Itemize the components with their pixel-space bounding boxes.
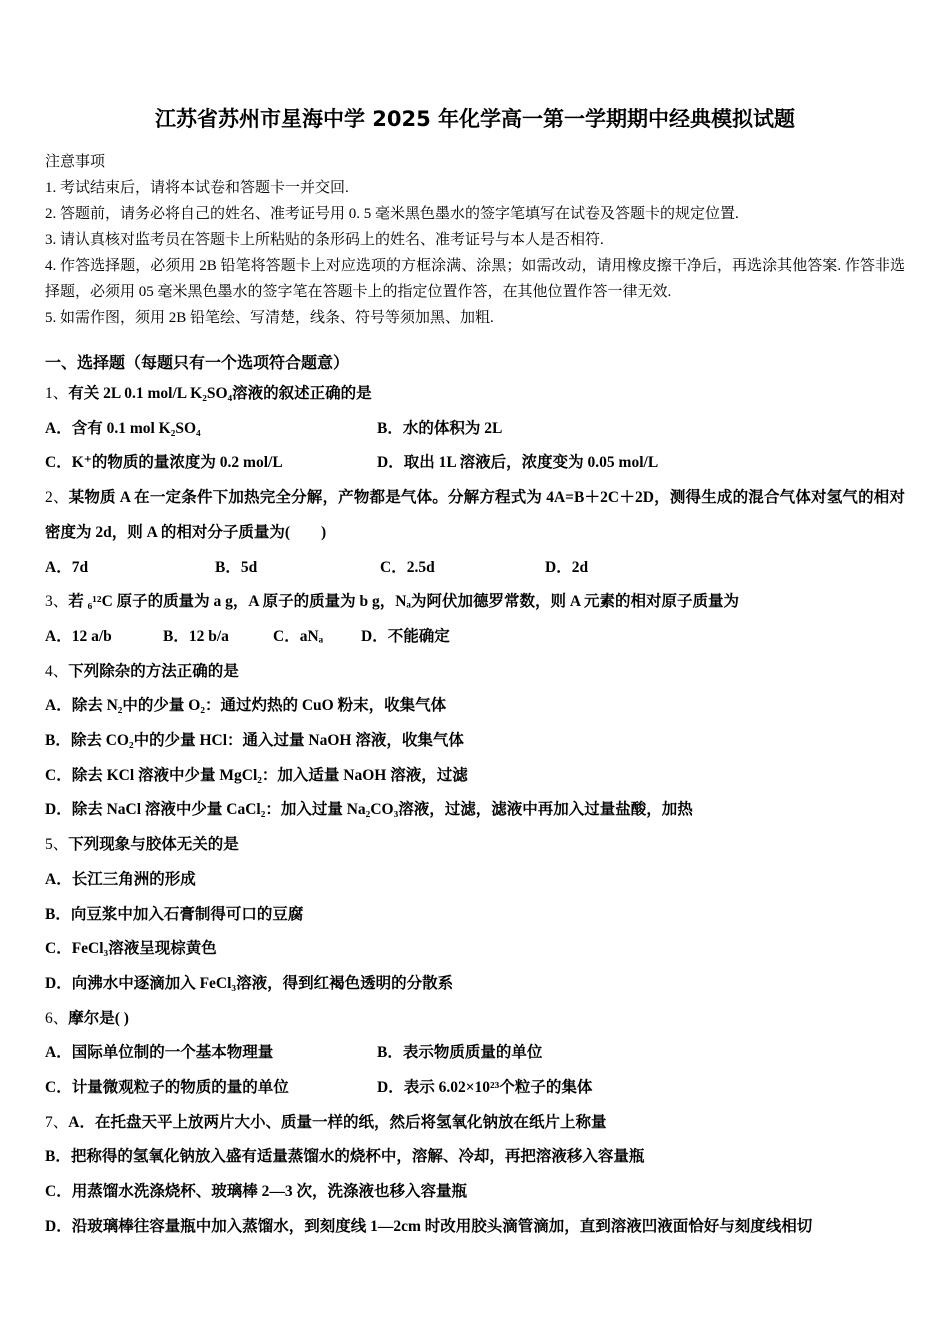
question-4-option-b: B．除去 CO₂中的少量 HCl：通入过量 NaOH 溶液，收集气体	[45, 732, 464, 750]
question-7-option-c: C．用蒸馏水洗涤烧杯、玻璃棒 2—3 次，洗涤液也移入容量瓶	[45, 1183, 467, 1201]
notice-item-5: 5. 如需作图，须用 2B 铅笔绘、写清楚，线条、符号等须加黑、加粗.	[45, 310, 494, 326]
question-6	[45, 1002, 905, 1106]
question-4-option-a: A．除去 N₂中的少量 O₂：通过灼热的 CuO 粉末，收集气体	[45, 697, 447, 715]
question-4-option-c: C．除去 KCl 溶液中少量 MgCl₂：加入适量 NaOH 溶液，过滤	[45, 766, 468, 784]
question-6-options-row-ab	[45, 1036, 905, 1071]
notice-heading: 注意事项	[45, 154, 106, 170]
question-5-option-d: D．向沸水中逐滴加入 FeCl₃溶液，得到红褐色透明的分散系	[45, 974, 454, 992]
question-5-stem-text: 下列现象与胶体无关的是	[68, 836, 239, 854]
question-list	[45, 377, 905, 1245]
question-5-number: 5、	[45, 836, 69, 854]
question-1-number: 1、	[45, 385, 69, 402]
question-6-number: 6、	[45, 1009, 69, 1027]
question-1-option-c: C．K⁺的物质的量浓度为 0.2 mol/L	[45, 454, 283, 472]
question-6-stem	[45, 1002, 905, 1037]
notice-item-3: 3. 请认真核对监考员在答题卡上所粘贴的条形码上的姓名、准考证号与本人是否相符.	[45, 232, 604, 248]
question-7-line-a	[45, 1106, 905, 1141]
question-5-option-b: B．向豆浆中加入石膏制得可口的豆腐	[45, 905, 304, 923]
question-1-options-row-ab	[45, 412, 905, 447]
question-3-stem	[45, 585, 905, 620]
question-2-option-a: A．7d	[45, 558, 89, 576]
question-3-options-row	[45, 620, 905, 655]
question-6-option-a: A．国际单位制的一个基本物理量	[45, 1044, 274, 1062]
question-6-options-row-cd	[45, 1071, 905, 1106]
notice-item-4: 4. 作答选择题，必须用 2B 铅笔将答题卡上对应选项的方框涂满、涂黑；如需改动，请用橡皮擦干净后，再选涂其他答案. 作答非选择题，必须用 05 毫米黑色墨水的签字笔在答题卡上的指定位置作答，在其他位置作答一律无效.	[45, 258, 905, 300]
question-2-option-b: B．5d	[215, 558, 258, 576]
question-5-stem	[45, 828, 905, 863]
question-3-number: 3、	[45, 593, 69, 611]
question-2-number: 2、	[45, 489, 69, 507]
question-5-option-c: C．FeCl₃溶液呈现棕黄色	[45, 940, 217, 958]
question-3-option-c: C．aNₐ	[273, 627, 324, 645]
question-2	[45, 481, 905, 585]
question-4-stem	[45, 655, 905, 690]
question-5	[45, 828, 905, 1002]
section-heading: 一、选择题（每题只有一个选项符合题意）	[45, 355, 350, 372]
question-7-option-b: B．把称得的氢氧化钠放入盛有适量蒸馏水的烧杯中，溶解、冷却，再把溶液移入容量瓶	[45, 1148, 645, 1166]
question-1-stem	[45, 377, 905, 412]
notice-item-1: 1. 考试结束后，请将本试卷和答题卡一并交回.	[45, 180, 349, 196]
question-2-options-row	[45, 551, 905, 586]
question-7-option-a: A．在托盘天平上放两片大小、质量一样的纸，然后将氢氧化钠放在纸片上称量	[68, 1113, 607, 1131]
question-1-options-row-cd	[45, 446, 905, 481]
question-3-option-d: D．不能确定	[361, 627, 450, 645]
question-1-stem-text: 有关 2L 0.1 mol/L K₂SO₄溶液的叙述正确的是	[68, 385, 372, 402]
question-6-option-d: D．表示 6.02×10²³个粒子的集体	[377, 1079, 593, 1097]
question-4	[45, 655, 905, 829]
notice-item-2: 2. 答题前，请务必将自己的姓名、准考证号用 0. 5 毫米黑色墨水的签字笔填写在试卷及答题卡的规定位置.	[45, 206, 739, 222]
question-4-option-d: D．除去 NaCl 溶液中少量 CaCl₂：加入过量 Na₂CO₃溶液，过滤，滤液中再加入过量盐酸，加热	[45, 801, 693, 819]
question-1	[45, 377, 905, 481]
question-3-stem-text: 若 ₆¹²C 原子的质量为 a g，A 原子的质量为 b g，Nₐ为阿伏加德罗常数，则 A 元素的相对原子质量为	[68, 593, 740, 611]
question-3-option-b: B．12 b/a	[163, 627, 229, 645]
question-3	[45, 585, 905, 654]
question-1-option-b: B．水的体积为 2L	[377, 419, 503, 437]
question-4-stem-text: 下列除杂的方法正确的是	[68, 662, 239, 680]
question-2-stem-text: 某物质 A 在一定条件下加热完全分解，产物都是气体。分解方程式为 4A=B＋2C＋2D，测得生成的混合气体对氢气的相对密度为 2d，则 A 的相对分子质量为( )	[45, 489, 905, 541]
question-6-stem-text: 摩尔是( )	[68, 1009, 129, 1027]
question-7-number: 7、	[45, 1113, 69, 1131]
question-7-option-d: D．沿玻璃棒往容量瓶中加入蒸馏水，到刻度线 1—2cm 时改用胶头滴管滴加，直到溶液凹液面恰好与刻度线相切	[45, 1217, 813, 1235]
question-2-stem	[45, 481, 905, 550]
question-1-option-d: D．取出 1L 溶液后，浓度变为 0.05 mol/L	[377, 454, 659, 472]
question-2-option-c: C．2.5d	[380, 558, 435, 576]
question-1-option-a: A．含有 0.1 mol K₂SO₄	[45, 419, 201, 437]
question-3-option-a: A．12 a/b	[45, 627, 112, 645]
question-6-option-b: B．表示物质质量的单位	[377, 1044, 543, 1062]
question-5-option-a: A．长江三角洲的形成	[45, 870, 196, 888]
page-title: 江苏省苏州市星海中学 2025 年化学高一第一学期期中经典模拟试题	[154, 107, 796, 131]
question-6-option-c: C．计量微观粒子的物质的量的单位	[45, 1079, 289, 1097]
notice-section	[45, 149, 905, 331]
question-2-option-d: D．2d	[545, 558, 589, 576]
question-4-number: 4、	[45, 662, 69, 680]
question-7	[45, 1106, 905, 1245]
